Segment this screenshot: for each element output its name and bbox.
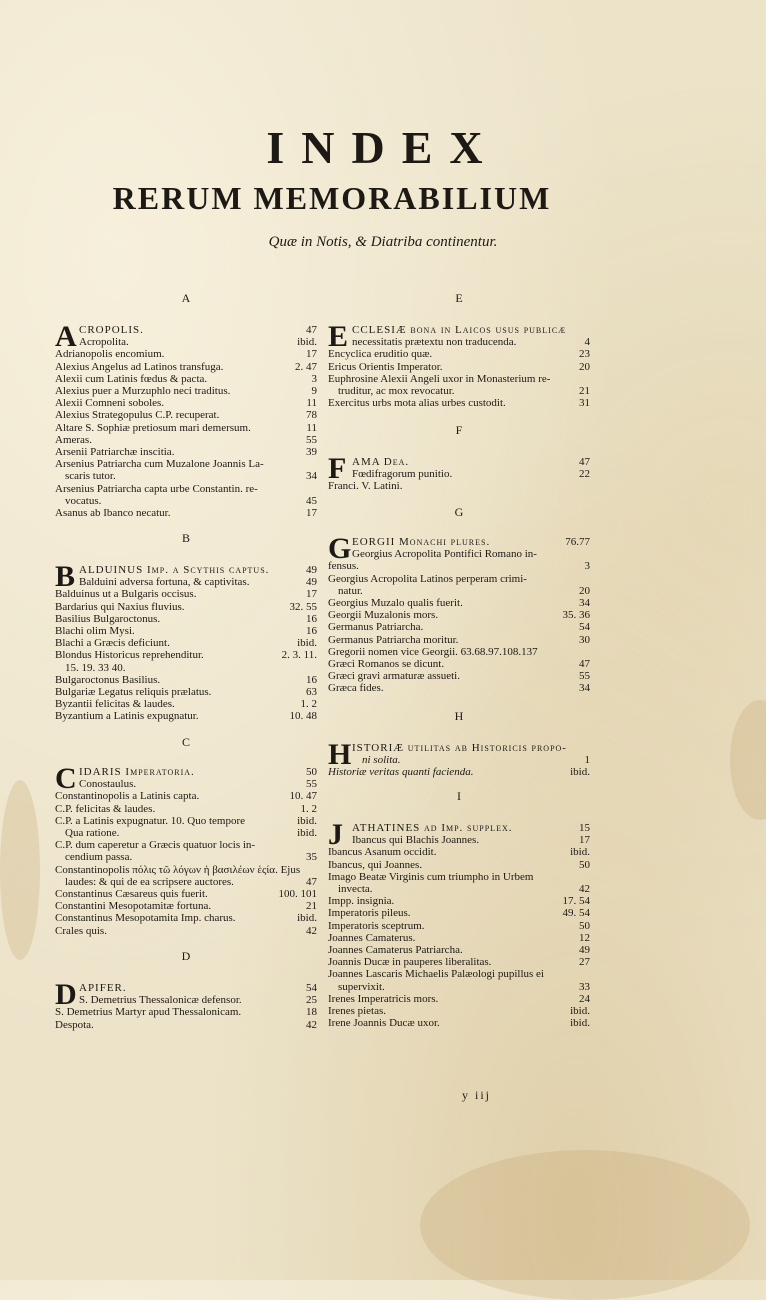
drop-cap-e: E — [328, 320, 349, 353]
paper-stain — [0, 780, 40, 960]
index-entry: Irenes pietas. ibid. — [328, 1005, 590, 1018]
index-entry: Balduini adversa fortuna, & captivitas. 49 — [79, 576, 317, 589]
index-entry: Conostaulus. 55 — [79, 778, 317, 791]
index-entry: Fœdifragorum punitio. 22 — [352, 468, 590, 481]
index-entry: Bulgaroctonus Basilius. 16 — [55, 673, 317, 686]
section-g — [328, 532, 590, 695]
index-entry: Georgius Acropolita Pontifici Romano in- — [352, 548, 537, 561]
index-entry: S. Demetrius Martyr apud Thessalonicam. 18 — [55, 1006, 317, 1019]
index-entry: Bulgariæ Legatus reliquis prælatus. 63 — [55, 686, 317, 699]
index-entry: F AMA Dea. 47 — [328, 452, 590, 485]
section-f — [328, 452, 590, 493]
section-letter-h: H — [454, 709, 464, 723]
index-entry: Despota. 42 — [55, 1018, 317, 1031]
index-entry: Georgius Muzalo qualis fuerit. 34 — [328, 597, 590, 610]
index-entry: truditur, ac mox revocatur. 21 — [338, 385, 590, 398]
drop-cap-f: F — [328, 452, 347, 485]
index-entry: Alexii Comneni soboles. 11 — [55, 397, 317, 410]
section-letter-a: A — [181, 291, 191, 305]
drop-cap-b: B — [55, 560, 76, 593]
index-entry: Germanus Patriarcha. 54 — [328, 621, 590, 634]
index-entry: Græci Romanos se dicunt. 47 — [328, 658, 590, 671]
index-entry: Altare S. Sophiæ pretiosum mari demersum. 11 — [55, 421, 317, 434]
index-entry: Joannis Ducæ in pauperes liberalitas. 27 — [328, 956, 590, 969]
index-entry: Joannes Lascaris Michaelis Palæologi pupillus ei — [328, 968, 544, 981]
index-entry: fensus. 3 — [328, 560, 590, 573]
index-entry: supervixit. 33 — [338, 980, 590, 993]
index-entry: Imago Beatæ Virginis cum triumpho in Urbem — [328, 870, 534, 883]
index-entry: Ibancus, qui Joannes. 50 — [328, 858, 590, 871]
index-entry: Imperatoris pileus. 49. 54 — [328, 907, 590, 920]
section-d — [55, 978, 317, 1031]
index-entry: G EORGII Monachi plures. 76.77 — [328, 532, 590, 565]
drop-cap-i: J — [328, 818, 343, 851]
page-intro: Quæ in Notis, & Diatriba continentur. — [268, 234, 498, 250]
index-entry: Basilius Bulgaroctonus. 16 — [55, 612, 317, 625]
index-entry: S. Demetrius Thessalonicæ defensor. 25 — [79, 994, 317, 1007]
index-entry: Georgii Muzalonis mors. 35. 36 — [328, 609, 590, 622]
index-entry: Adrianopolis encomium. 17 — [55, 348, 317, 361]
index-entry: Germanus Patriarcha moritur. 30 — [328, 633, 590, 646]
section-letter-f: F — [455, 423, 463, 437]
index-entry: Encyclica eruditio quæ. 23 — [328, 348, 590, 361]
index-entry: Alexius Angelus ad Latinos transfuga. 2. 47 — [55, 360, 317, 373]
index-entry: Constantinopolis a Latinis capta. 10. 47 — [55, 790, 317, 803]
index-entry: Qua ratione. ibid. — [65, 827, 317, 840]
index-entry: Blachi olim Mysi. 16 — [55, 625, 317, 638]
index-entry: Arsenius Patriarcha capta urbe Constantin. re- — [55, 482, 258, 495]
section-letter-d: D — [181, 949, 191, 963]
index-entry: natur. 20 — [338, 584, 590, 597]
index-entry: Ibancus Asanum occidit. ibid. — [328, 846, 590, 859]
index-entry: Crales quis. 42 — [55, 924, 317, 937]
section-c — [55, 762, 317, 937]
index-entry: Balduinus ut a Bulgaris occisus. 17 — [55, 588, 317, 601]
section-letter-g: G — [454, 505, 464, 519]
drop-cap-d: D — [55, 978, 77, 1011]
section-letter-e: E — [455, 291, 463, 305]
index-entry: Joannes Camaterus. 12 — [328, 931, 590, 944]
index-entry: Ameras. 55 — [55, 433, 317, 446]
index-entry: Alexius Strategopulus C.P. recuperat. 78 — [55, 409, 317, 422]
index-entry: Arsenii Patriarchæ inscitia. 39 — [55, 446, 317, 459]
section-letter-b: B — [181, 531, 190, 545]
drop-cap-g: G — [328, 532, 352, 565]
page-subtitle: RERUM MEMORABILIUM — [112, 180, 552, 216]
index-entry: C IDARIS Imperatoria. 50 — [55, 762, 317, 795]
index-entry: ni solita. 1 — [362, 754, 590, 767]
index-entry: C.P. dum caperetur a Græcis quatuor locis in- — [55, 839, 256, 852]
index-entry: B ALDUINUS Imp. a Scythis captus. 49 — [55, 560, 317, 593]
index-entry: scaris tutor. 34 — [65, 470, 317, 483]
signature-mark: y iij — [462, 1088, 492, 1102]
index-entry: Byzantium a Latinis expugnatur. 10. 48 — [55, 710, 317, 723]
index-entry: Ibancus qui Blachis Joannes. 17 — [352, 834, 590, 847]
section-b — [55, 560, 317, 723]
section-e — [328, 320, 590, 410]
index-entry: Ericus Orientis Imperator. 20 — [328, 360, 590, 373]
section-letter-i: I — [457, 789, 461, 803]
index-entry: J ATHATINES ad Imp. supplex. 15 — [328, 818, 590, 851]
index-entry: C.P. felicitas & laudes. 1. 2 — [55, 802, 317, 815]
paper-stain — [730, 700, 766, 820]
index-entry: laudes: & qui de ea scripsere auctores. 47 — [65, 875, 317, 888]
index-entry: cendium passa. 35 — [65, 851, 317, 864]
index-entry: H ISTORIÆ utilitas ab Historicis propo- — [328, 738, 567, 771]
index-entry: Constantinus Mesopotamita Imp. charus. ibid. — [55, 912, 317, 925]
index-entry: E CCLESIÆ bona in Laicos usus publicæ — [328, 320, 567, 353]
section-i — [328, 818, 590, 1030]
section-h — [328, 738, 590, 779]
index-entry: A CROPOLIS. 47 — [55, 320, 317, 353]
section-a — [55, 320, 317, 520]
drop-cap-h: H — [328, 738, 352, 771]
index-entry: C.P. a Latinis expugnatur. 10. Quo tempore ibid. — [55, 814, 317, 827]
index-entry: invecta. 42 — [338, 883, 590, 896]
index-entry: Constantinus Cæsareus quis fuerit. 100. 101 — [55, 888, 317, 901]
drop-cap-c: C — [55, 762, 77, 795]
index-entry: Georgius Acropolita Latinos perperam crimi- — [328, 572, 527, 585]
index-entry: Byzantii felicitas & laudes. 1. 2 — [55, 698, 317, 711]
paper-stain — [420, 1150, 750, 1300]
index-entry: Irenes Imperatricis mors. 24 — [328, 992, 590, 1005]
index-entry: Imperatoris sceptrum. 50 — [328, 919, 590, 932]
index-entry: Blachi a Græcis deficiunt. ibid. — [55, 637, 317, 650]
index-entry: Asanus ab Ibanco necatur. 17 — [55, 507, 317, 520]
index-entry: Constantini Mesopotamitæ fortuna. 21 — [55, 900, 317, 913]
index-entry: Exercitus urbs mota alias urbes custodit. 31 — [328, 397, 590, 410]
index-entry: Arsenius Patriarcha cum Muzalone Joannis La- — [55, 458, 264, 471]
index-entry: Franci. V. Latini. — [328, 480, 403, 493]
index-entry: necessitatis prætextu non traducenda. 4 — [352, 336, 590, 349]
index-entry: D APIFER. 54 — [55, 978, 317, 1011]
page-title: INDEX — [266, 122, 500, 173]
index-entry: Historiæ veritas quanti facienda. ibid. — [328, 766, 590, 779]
index-entry: Gregorii nomen vice Georgii. 63.68.97.108.137 — [328, 645, 538, 658]
index-entry: Euphrosine Alexii Angeli uxor in Monasterium re- — [328, 372, 551, 385]
index-entry: Irene Joannis Ducæ uxor. ibid. — [328, 1017, 590, 1030]
index-entry: Constantinopolis πόλις τῶ λόγων ἡ βασιλέων ἑςία. Ejus — [55, 863, 301, 876]
index-entry: Acropolita. ibid. — [79, 336, 317, 349]
drop-cap-a: A — [55, 320, 77, 353]
index-entry: Bardarius qui Naxius fluvius. 32. 55 — [55, 600, 317, 613]
section-letter-c: C — [181, 735, 190, 749]
index-entry: Græci gravi armaturæ assueti. 55 — [328, 670, 590, 683]
index-entry: Impp. insignia. 17. 54 — [328, 895, 590, 908]
index-entry: Alexii cum Latinis fœdus & pacta. 3 — [55, 372, 317, 385]
index-entry: vocatus. 45 — [65, 494, 317, 507]
index-entry: Joannes Camaterus Patriarcha. 49 — [328, 944, 590, 957]
index-entry: Blondus Historicus reprehenditur. 2. 3. 11. — [55, 649, 317, 662]
index-entry: 15. 19. 33 40. — [65, 661, 126, 674]
index-entry: Alexius puer a Murzuphlo neci traditus. 9 — [55, 385, 317, 398]
index-entry: Græca fides. 34 — [328, 682, 590, 695]
